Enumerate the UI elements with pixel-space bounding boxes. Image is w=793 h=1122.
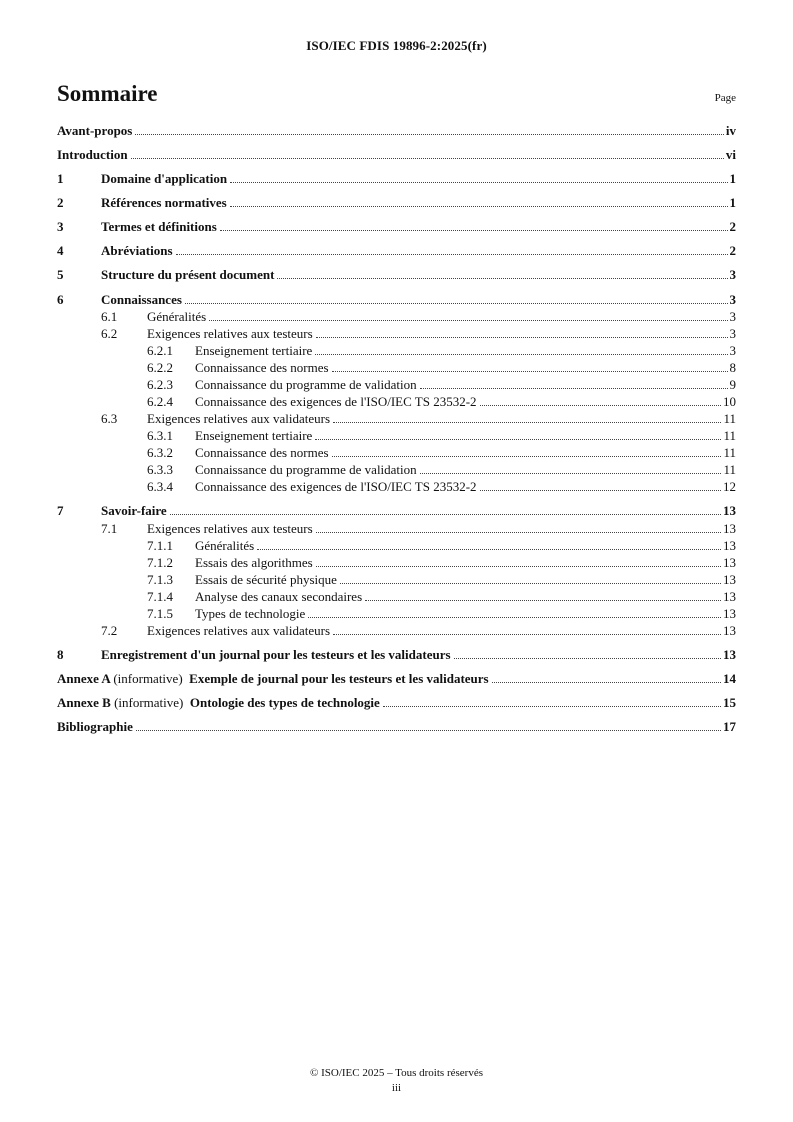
toc-entry-number: 6.3.4	[147, 479, 173, 495]
toc-entry-number: 7.1.1	[147, 537, 173, 553]
toc-entry-page: 13	[723, 588, 736, 604]
toc-entry-label: Enseignement tertiaire	[195, 342, 313, 358]
toc-entry-label: Connaissance du programme de validation	[195, 376, 417, 392]
toc-header	[57, 81, 736, 107]
dotted-leader	[315, 439, 721, 440]
toc-entry	[57, 195, 736, 210]
toc-entry-page: 12	[723, 479, 736, 495]
toc-entry	[57, 343, 736, 358]
toc-entry-number: 7.1.5	[147, 605, 173, 621]
dotted-leader	[454, 658, 721, 659]
toc-entry-number: 8	[57, 647, 64, 663]
toc-entry	[57, 292, 736, 307]
toc-entry	[57, 521, 736, 536]
toc-entry-page: 1	[729, 195, 736, 211]
toc-entry-page: 13	[723, 623, 736, 639]
dotted-leader	[332, 371, 728, 372]
dotted-leader	[316, 337, 728, 338]
toc-entry-number: 7.1.2	[147, 554, 173, 570]
toc-entry-label: Références normatives	[101, 195, 227, 211]
dotted-leader	[340, 583, 721, 584]
toc-entry-label: Structure du présent document	[101, 267, 275, 283]
toc-entry-page: 13	[723, 605, 736, 621]
toc-entry-number: 7.1.4	[147, 588, 173, 604]
toc-entry-label: Exigences relatives aux testeurs	[147, 520, 313, 536]
toc-entry-number: 6.2	[101, 325, 118, 341]
toc-entry-label: Avant-propos	[57, 123, 133, 138]
toc-entry	[57, 123, 736, 138]
toc-entry-page: 3	[729, 342, 736, 358]
toc-entry	[57, 309, 736, 324]
toc-entry	[57, 538, 736, 553]
toc-entry-label: Essais de sécurité physique	[195, 571, 337, 587]
toc-entry	[57, 428, 736, 443]
toc-entry-page: 3	[729, 267, 736, 283]
toc-entry-page: 14	[723, 671, 736, 687]
toc-entry-label: Connaissance des exigences de l'ISO/IEC TS 23532-2	[195, 479, 477, 495]
toc-entry-label: Connaissance des exigences de l'ISO/IEC TS 23532-2	[195, 394, 477, 410]
toc-entry-label: Annexe B (informative) Ontologie des types de technologie	[57, 695, 380, 711]
toc-entry-number: 2	[57, 195, 64, 211]
toc-entry-label: Savoir-faire	[101, 503, 167, 519]
page-content	[57, 0, 736, 734]
toc-entry	[57, 243, 736, 258]
dotted-leader	[480, 490, 721, 491]
toc-entry-label: Introduction	[57, 147, 128, 163]
toc-entry-page: 13	[723, 520, 736, 536]
toc-entry-label: Termes et définitions	[101, 219, 217, 235]
toc-entry-page: 2	[729, 243, 736, 259]
toc-entry	[57, 411, 736, 426]
dotted-leader	[230, 182, 727, 183]
toc-entry-page: 11	[723, 411, 736, 427]
toc-entry-page: 11	[723, 428, 736, 444]
toc-entry-number: 6.2.3	[147, 376, 173, 392]
toc-title: Sommaire	[57, 81, 158, 106]
toc-entry	[57, 589, 736, 604]
toc-entry-page: 13	[723, 647, 736, 663]
toc-entry-page: 13	[723, 503, 736, 519]
dotted-leader	[257, 549, 721, 550]
toc-entry-label: Connaissance du programme de validation	[195, 462, 417, 478]
toc-entry-label: Analyse des canaux secondaires	[195, 588, 363, 604]
toc-entry	[57, 267, 736, 282]
dotted-leader	[316, 532, 721, 533]
dotted-leader	[316, 566, 721, 567]
dotted-leader	[230, 206, 728, 207]
dotted-leader	[315, 354, 727, 355]
toc-entry-number: 7	[57, 503, 64, 519]
toc-entry-label: Exigences relatives aux validateurs	[147, 623, 331, 639]
toc-entry-label: Connaissance des normes	[195, 359, 329, 375]
toc-entry-page: 10	[723, 394, 736, 410]
copyright-notice: © ISO/IEC 2025 – Tous droits réservés	[310, 1067, 483, 1079]
toc-entry-page: 3	[729, 308, 736, 324]
toc-entry-label: Bibliographie	[57, 719, 133, 735]
toc-entry	[57, 394, 736, 409]
dotted-leader	[332, 456, 722, 457]
toc-entry-number: 3	[57, 219, 64, 235]
dotted-leader	[383, 706, 721, 707]
toc-entry	[57, 377, 736, 392]
toc-entry-number: 7.2	[101, 623, 118, 639]
dotted-leader	[220, 230, 728, 231]
toc-entry-label: Enregistrement d'un journal pour les testeurs et les validateurs	[101, 647, 451, 663]
toc-entry-label: Exigences relatives aux testeurs	[147, 325, 313, 341]
toc-entry-page: 15	[723, 695, 736, 711]
page-number: iii	[391, 1082, 402, 1094]
dotted-leader	[185, 303, 728, 304]
toc-entry-page: 3	[729, 325, 736, 341]
toc-entry-number: 6.2.4	[147, 394, 173, 410]
toc-entry-number: 6.1	[101, 308, 118, 324]
toc-entry-number: 6.3.2	[147, 445, 173, 461]
toc-entry-page: 13	[723, 571, 736, 587]
toc-entry-page: 3	[729, 291, 736, 307]
toc-entry	[57, 147, 736, 162]
toc-entry	[57, 647, 736, 662]
toc-entry-label: Annexe A (informative) Exemple de journal pour les testeurs et les validateurs	[57, 671, 489, 687]
toc-entry-number: 1	[57, 171, 64, 187]
toc-entry-page: 17	[723, 719, 736, 735]
toc-entry	[57, 503, 736, 518]
page-footer	[0, 1067, 793, 1094]
toc-entry-label: Généralités	[195, 537, 255, 553]
dotted-leader	[420, 388, 728, 389]
dotted-leader	[492, 682, 721, 683]
toc-entry-number: 7.1	[101, 520, 118, 536]
toc-entry-page: 1	[729, 171, 736, 187]
toc-entry-page: 13	[723, 554, 736, 570]
toc-entry-label: Enseignement tertiaire	[195, 428, 313, 444]
toc-entry-label: Types de technologie	[195, 605, 306, 621]
toc-entry-number: 4	[57, 243, 64, 259]
toc-entry	[57, 171, 736, 186]
dotted-leader	[135, 134, 724, 135]
toc-entry-number: 6.3.3	[147, 462, 173, 478]
toc-entry-label: Connaissance des normes	[195, 445, 329, 461]
dotted-leader	[365, 600, 721, 601]
toc-entry-page: 8	[729, 359, 736, 375]
toc-entry	[57, 360, 736, 375]
dotted-leader	[308, 617, 721, 618]
toc-entry-number: 5	[57, 267, 64, 283]
toc-entry-number: 6	[57, 291, 64, 307]
dotted-leader	[209, 320, 727, 321]
toc-entry	[57, 623, 736, 638]
toc-entry	[57, 671, 736, 686]
dotted-leader	[136, 730, 721, 731]
toc-entry-page: 9	[729, 376, 736, 392]
toc-entry	[57, 462, 736, 477]
toc-entry	[57, 572, 736, 587]
toc-entry-page: 13	[723, 537, 736, 553]
toc-entry-page: 2	[729, 219, 736, 235]
toc-entry	[57, 479, 736, 494]
toc-entry-label: Domaine d'application	[101, 171, 228, 187]
toc-entry-page: vi	[725, 147, 736, 163]
toc-entry	[57, 326, 736, 341]
toc-entry	[57, 219, 736, 234]
toc-entry	[57, 606, 736, 621]
toc-entry-label: Abréviations	[101, 243, 173, 259]
dotted-leader	[170, 514, 721, 515]
dotted-leader	[333, 422, 721, 423]
toc-entry-page: 11	[723, 445, 736, 461]
toc-entry-label: Connaissances	[101, 291, 182, 307]
dotted-leader	[176, 254, 728, 255]
toc-entry-number: 6.3	[101, 411, 118, 427]
toc-entry-number: 6.2.1	[147, 342, 173, 358]
toc-entry	[57, 555, 736, 570]
toc-entry	[57, 695, 736, 710]
dotted-leader	[480, 405, 721, 406]
toc-entry-label: Généralités	[147, 308, 207, 324]
document-reference: ISO/IEC FDIS 19896-2:2025(fr)	[306, 38, 487, 53]
page-column-label: Page	[714, 92, 736, 104]
toc-entry-page: 11	[723, 462, 736, 478]
toc-list	[57, 123, 736, 734]
dotted-leader	[277, 278, 727, 279]
dotted-leader	[333, 634, 721, 635]
toc-entry-number: 7.1.3	[147, 571, 173, 587]
toc-entry-number: 6.3.1	[147, 428, 173, 444]
dotted-leader	[420, 473, 722, 474]
toc-entry	[57, 719, 736, 734]
toc-entry-label: Essais des algorithmes	[195, 554, 313, 570]
dotted-leader	[131, 158, 724, 159]
toc-entry-label: Exigences relatives aux validateurs	[147, 411, 331, 427]
toc-entry	[57, 445, 736, 460]
toc-entry-number: 6.2.2	[147, 359, 173, 375]
toc-entry-page: iv	[725, 123, 736, 138]
